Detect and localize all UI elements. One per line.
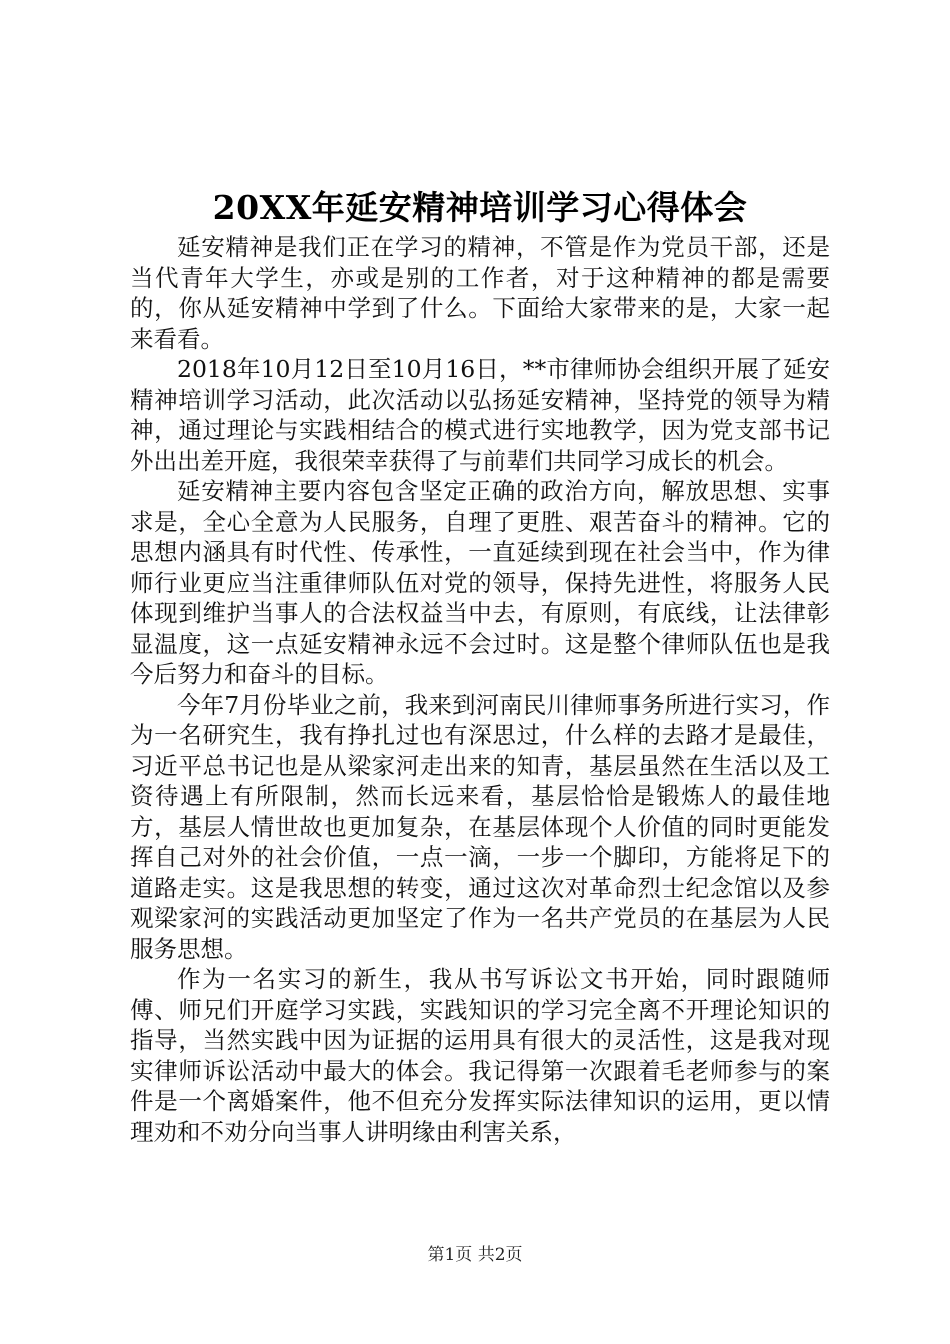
page-number-footer: 第1页 共2页 [427, 1245, 523, 1265]
document-body [130, 232, 830, 1147]
paragraph-3: 延安精神主要内容包含坚定正确的政治方向，解放思想、实事求是，全心全意为人民服务，自理了更胜、艰苦奋斗的精神。它的思想内涵具有时代性、传承性，一直延续到现在社会当中，作为律师行业更应当注重律师队伍对党的领导，保持先进性，将服务人民体现到维护当事人的合法权益当中去，有原则，有底线，让法律彰显温度，这一点延安精神永远不会过时。这是整个律师队伍也是我今后努力和奋斗的目标。 [130, 477, 830, 688]
paragraph-5: 作为一名实习的新生，我从书写诉讼文书开始，同时跟随师傅、师兄们开庭学习实践，实践知识的学习完全离不开理论知识的指导，当然实践中因为证据的运用具有很大的灵活性，这是我对现实律师诉讼活动中最大的体会。我记得第一次跟着毛老师参与的案件是一个离婚案件，他不但充分发挥实际法律知识的运用，更以情理劝和不劝分向当事人讲明缘由利害关系， [130, 965, 830, 1146]
document-title: 20XX年延安精神培训学习心得体会 [212, 188, 748, 227]
paragraph-2: 2018年10月12日至10月16日，**市律师协会组织开展了延安精神培训学习活动，此次活动以弘扬延安精神，坚持党的领导为精神，通过理论与实践相结合的模式进行实地教学，因为党支部书记外出出差开庭，我很荣幸获得了与前辈们共同学习成长的机会。 [130, 355, 830, 475]
paragraph-1: 延安精神是我们正在学习的精神，不管是作为党员干部，还是当代青年大学生，亦或是别的工作者，对于这种精神的都是需要的，你从延安精神中学到了什么。下面给大家带来的是，大家一起来看看。 [130, 233, 830, 353]
paragraph-4: 今年7月份毕业之前，我来到河南民川律师事务所进行实习，作为一名研究生，我有挣扎过也有深思过，什么样的去路才是最佳，习近平总书记也是从梁家河走出来的知青，基层虽然在生活以及工资待遇上有所限制，然而长远来看，基层恰恰是锻炼人的最佳地方，基层人情世故也更加复杂，在基层体现个人价值的同时更能发挥自己对外的社会价值，一点一滴，一步一个脚印，方能将足下的道路走实。这是我思想的转变，通过这次对革命烈士纪念馆以及参观梁家河的实践活动更加坚定了作为一名共产党员的在基层为人民服务思想。 [130, 690, 830, 963]
